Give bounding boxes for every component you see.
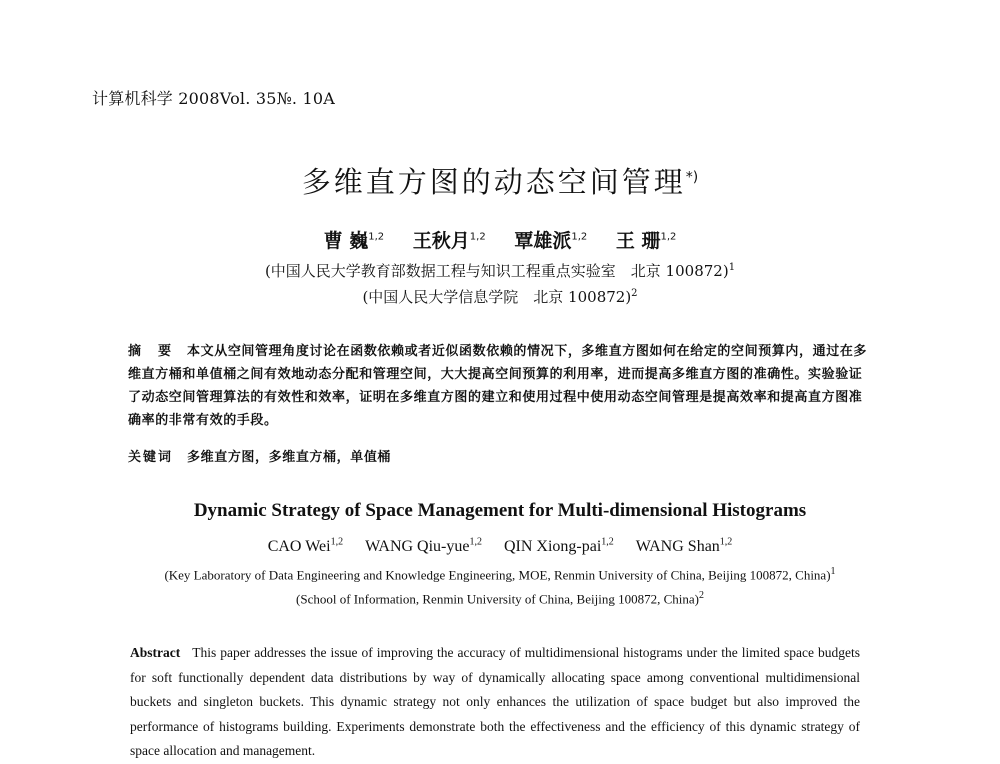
author-en-name: CAO Wei [267, 538, 331, 556]
affiliation-en-text: (Key Laboratory of Data Engineering and Knowledge Engineering, MOE, Renmin University of China, Beijing 100872, China) [164, 567, 831, 583]
author-zh-3 [514, 230, 587, 252]
author-zh-1 [324, 230, 385, 252]
author-zh-name: 王秋月 [412, 230, 470, 252]
author-en-2 [365, 538, 482, 555]
abstract-en-label: Abstract [130, 645, 181, 660]
author-zh-name: 曹 巍 [323, 230, 369, 252]
journal-header: 计算机科学 2008Vol. 35№. 10A [92, 89, 335, 108]
affiliation-en-mark: 1 [830, 566, 836, 577]
title-english: Dynamic Strategy of Space Management for Multi-dimensional Histograms [193, 500, 807, 521]
affiliation-en-text: (School of Information, Renmin University of China, Beijing 100872, China) [296, 591, 699, 607]
abstract-english [130, 641, 860, 764]
keywords-zh-text: 多维直方图，多维直方桶，单值桶 [187, 450, 392, 465]
title-chinese-text: 多维直方图的动态空间管理 [301, 165, 686, 199]
author-zh-name: 王 珊 [615, 230, 661, 252]
authors-english [0, 537, 1000, 556]
abstract-en-text: This paper addresses the issue of improving the accuracy of multidimensional histograms under the limited space budgets for soft functionally dependent data distributions by way of dynamically allocating space among conventional multidimensional buckets and singleton buckets. This dynamic strategy not only enhances the utilization of space budget but also improved the performance of histograms building. Experiments demonstrate both the effectiveness and the efficiency of this dynamic strategy of space allocation and management. [130, 645, 860, 758]
author-zh-2 [413, 230, 486, 252]
author-zh-affil: 1,2 [368, 231, 385, 243]
affiliation-zh-text: (中国人民大学信息学院 北京 100872) [362, 288, 632, 306]
author-en-4 [636, 538, 733, 555]
title-footnote-marker: *) [685, 169, 699, 186]
author-en-affil: 1,2 [719, 537, 733, 548]
author-en-name: WANG Shan [635, 538, 720, 556]
affiliation-en-mark: 2 [698, 590, 704, 601]
affiliation-zh-mark: 1 [728, 262, 736, 273]
author-en-name: QIN Xiong-pai [503, 538, 602, 556]
affiliation-zh-mark: 2 [631, 288, 638, 299]
author-zh-name: 覃雄派 [514, 230, 572, 252]
affiliation-en-2 [0, 590, 1000, 607]
author-zh-affil: 1,2 [469, 231, 486, 243]
affiliation-en-1 [0, 566, 1000, 583]
affiliation-zh-1 [0, 260, 1000, 281]
author-en-affil: 1,2 [330, 537, 344, 548]
author-en-name: WANG Qiu-yue [365, 538, 470, 556]
abstract-zh-text: 本文从空间管理角度讨论在函数依赖或者近似函数依赖的情况下，多维直方图如何在给定的空间预算内，通过在多维直方桶和单值桶之间有效地动态分配和管理空间，大大提高空间预算的利用率，进而提高多维直方图的准确性。实验验证了动态空间管理算法的有效性和效率，证明在多维直方图的建立和使用过程中使用动态空间管理是提高效率和提高直方图准确率的非常有效的手段。 [128, 344, 868, 428]
abstract-zh-label: 摘 要 [128, 344, 174, 359]
affiliation-zh-2 [0, 286, 1000, 307]
author-zh-affil: 1,2 [660, 231, 677, 243]
author-zh-affil: 1,2 [571, 231, 588, 243]
keywords-zh-label: 关键词 [128, 450, 174, 465]
author-en-1 [268, 538, 343, 555]
author-en-3 [504, 538, 614, 555]
keywords-chinese [128, 446, 868, 469]
affiliation-zh-text: (中国人民大学教育部数据工程与知识工程重点实验室 北京 100872) [264, 262, 729, 280]
abstract-chinese [128, 340, 868, 432]
author-en-affil: 1,2 [469, 537, 482, 548]
title-chinese [0, 160, 1000, 201]
author-en-affil: 1,2 [601, 537, 614, 548]
author-zh-4 [616, 230, 677, 252]
authors-chinese [0, 226, 1000, 253]
